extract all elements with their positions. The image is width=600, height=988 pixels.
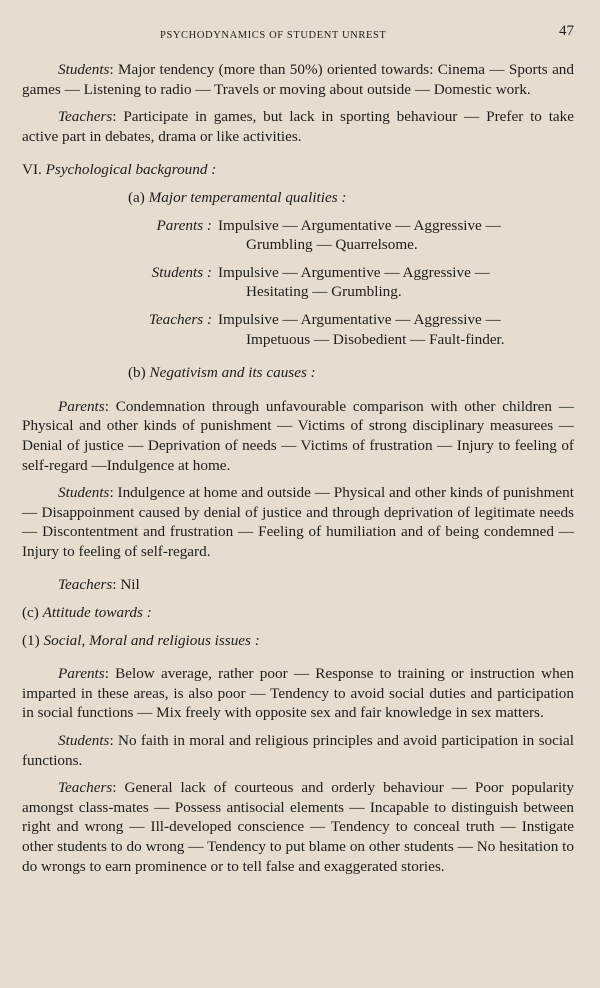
attitude-teachers-paragraph [22,778,574,876]
sub-heading-text: Social, Moral and religious issues : [43,631,260,649]
heading-letter: (b) [128,364,146,382]
temperament-teachers [22,310,574,349]
teachers-label: Teachers [58,779,113,797]
students-label: Students : [151,263,212,281]
parents-line-2: Grumbling — Quarrelsome. [246,236,418,254]
heading-text: Attitude towards : [42,604,152,622]
parents-label: Parents [58,397,105,415]
teachers-label: Teachers [58,108,113,126]
teachers-text: : Participate in games, but lack in sporting behaviour — Prefer to take active part in debates, drama or like activities. [22,108,574,145]
students-line-2: Hesitating — Grumbling. [246,283,402,301]
attitude-parents-paragraph [22,664,574,723]
students-label: Students [58,61,110,78]
teachers-text: : General lack of courteous and orderly behaviour — Poor popularity amongst class-mates — Possess antisocial elements — Incapable to distinguish between right and wrong — Ill-developed conscience — Tendency to conceal truth — Instigate other students to do wrong — Tendency to put blame on other students — No hesitation to do wrongs to earn prominence or to tell false and exaggerated stories. [22,779,574,875]
heading-letter: (c) [22,604,39,622]
heading-text: Major temperamental qualities : [148,188,347,206]
parents-label: Parents : [156,216,212,234]
page-header [0,22,600,42]
parents-label: Parents [58,665,105,683]
negativism-students-paragraph [22,483,574,561]
attitude-students-paragraph [22,731,574,770]
students-line-1: Impulsive — Argumentive — Aggressive — [218,263,490,281]
teachers-line-2: Impetuous — Disobedient — Fault-finder. [246,330,505,348]
parents-line-1: Impulsive — Argumentative — Aggressive — [218,216,501,234]
section-number: VI. [22,161,42,179]
negativism-heading [22,363,574,383]
page-body [22,60,574,876]
students-label: Students [58,484,110,502]
students-text: : Major tendency (more than 50%) oriented towards: Cinema — Sports and games — Listening to radio — Travels or moving about outside — Domestic work. [22,61,574,98]
parents-text: : Below average, rather poor — Response to training or instruction when imparted in these areas, is also poor — Tendency to avoid social duties and participation in social functions — Mix freely with opposite sex and fair knowledge in sex matters. [22,665,574,722]
teachers-label: Teachers [58,576,113,594]
heading-text: Negativism and its causes : [149,364,316,382]
recreation-teachers-paragraph [22,107,574,146]
teachers-label: Teachers : [148,310,212,328]
attitude-subheading [22,631,574,651]
temperament-students [22,263,574,302]
negativism-teachers-paragraph [22,575,574,595]
sub-number: (1) [22,631,40,649]
teachers-text: : Nil [112,576,140,594]
parents-text: : Condemnation through unfavourable comparison with other children — Physical and other kinds of punishment — Victims of strong disciplinary measurees — Denial of justice — Deprivation of needs — Victims of frustration — Injury to feeling of self-regard —Indulgence at home. [22,397,574,474]
students-text: : Indulgence at home and outside — Physical and other kinds of punishment — Disappoinment caused by denial of justice and through deprivation of legitimate needs — Discontentment and frustration — Feeling of humiliation and of being condemned — Injury to feeling of self-regard. [22,484,574,560]
page-number: 47 [559,23,574,39]
attitude-heading [22,603,574,623]
teachers-line-1: Impulsive — Argumentative — Aggressive — [218,310,501,328]
temperament-heading [22,188,574,208]
running-head: PSYCHODYNAMICS OF STUDENT UNREST [160,30,387,41]
students-label: Students [58,732,110,750]
students-text: : No faith in moral and religious principles and avoid participation in social functions. [22,732,574,769]
section-title: Psychological background : [45,161,217,179]
temperament-parents [22,216,574,255]
recreation-students-paragraph [22,60,574,99]
heading-letter: (a) [128,188,145,206]
negativism-parents-paragraph [22,397,574,475]
section-vi-heading [22,160,574,180]
